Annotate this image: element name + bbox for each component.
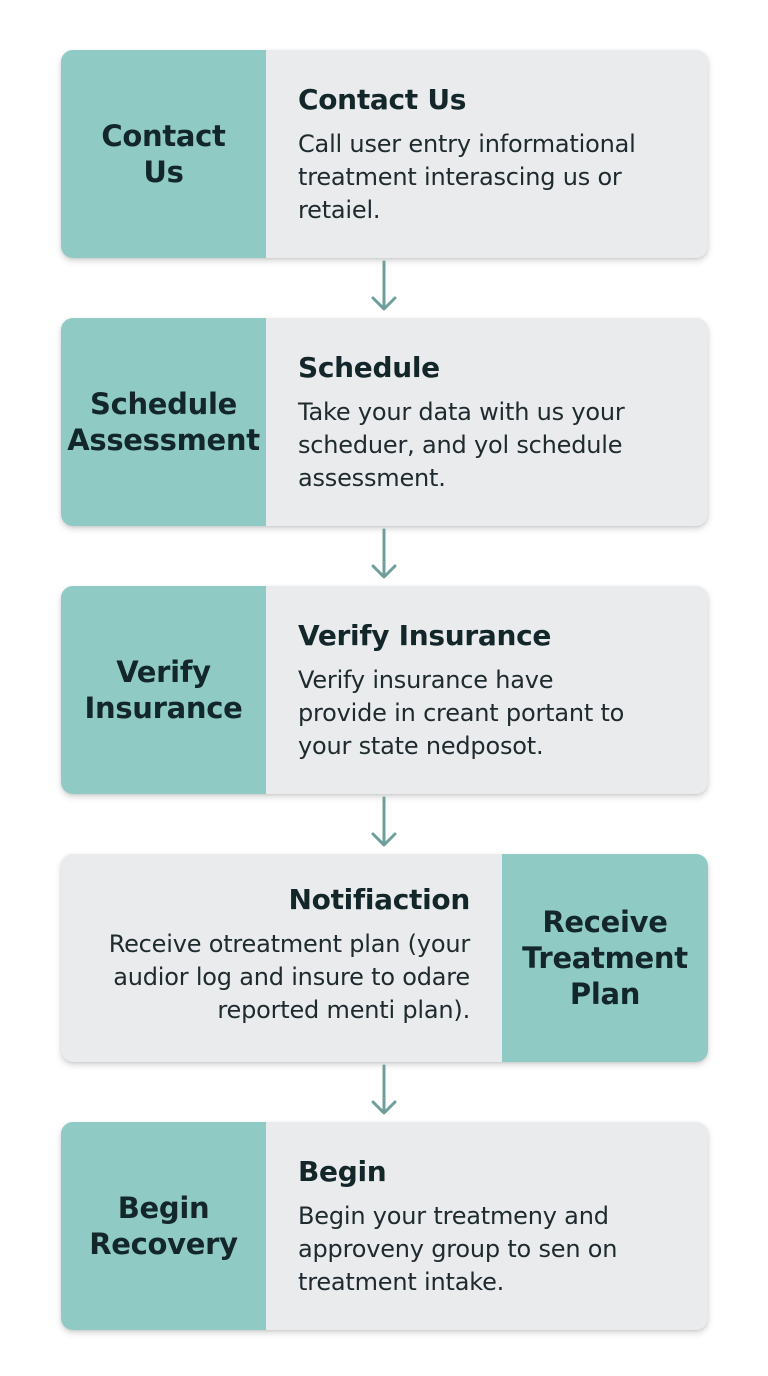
arrow-down-icon [367,794,401,854]
step-body [266,50,708,258]
step-body [266,318,708,526]
step-title: Contact Us [298,83,467,116]
step-tab [61,1122,266,1330]
step-description: Receive otreatment plan (your audior log and insure to odare reported menti plan). [108,930,470,1024]
step-description: Call user entry informational treatment interascing us or retaiel. [298,130,636,224]
step-tab-label: Schedule Assessment [67,387,260,457]
step-title: Schedule [298,351,440,384]
arrow-down-icon [367,526,401,586]
step-card-receive-treatment-plan [61,854,708,1062]
step-tab-label: Verify Insurance [84,655,243,725]
step-connector [61,258,708,318]
step-title: Verify Insurance [298,619,552,652]
step-description: Verify insurance have provide in creant portant to your state nedposot. [298,666,625,760]
step-title: Begin [298,1155,387,1188]
step-connector [61,526,708,586]
step-card-begin-recovery [61,1122,708,1330]
step-connector [61,1062,708,1122]
step-description: Take your data with us your scheduer, and yol schedule assessment. [298,398,625,492]
step-card-verify-insurance [61,586,708,794]
step-tab [61,318,266,526]
step-title: Notifiaction [288,883,470,916]
step-card-contact-us [61,50,708,258]
step-body [266,586,708,794]
step-tab-label: Contact Us [101,119,226,189]
arrow-down-icon [367,258,401,318]
arrow-down-icon [367,1062,401,1122]
step-description: Begin your treatmeny and approveny group to sen on treatment intake. [298,1202,618,1296]
step-card-schedule-assessment [61,318,708,526]
step-tab [61,50,266,258]
process-flow [61,50,708,1330]
step-tab-label: Receive Treatment Plan [522,905,688,1011]
step-tab-label: Begin Recovery [89,1191,238,1261]
step-connector [61,794,708,854]
step-tab [61,586,266,794]
step-body [61,854,502,1062]
step-body [266,1122,708,1330]
step-tab [502,854,708,1062]
